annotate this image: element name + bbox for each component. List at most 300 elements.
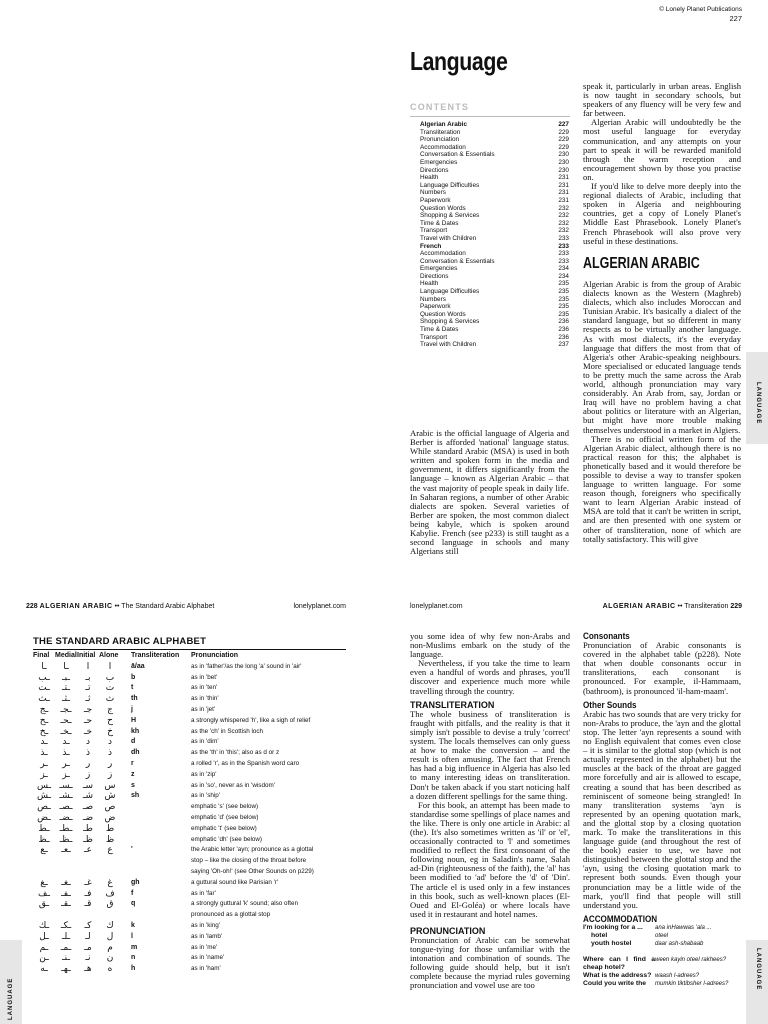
toc-entry[interactable] xyxy=(420,227,569,235)
toc-entry-page: 230 xyxy=(558,166,569,174)
alphabet-row xyxy=(33,781,321,792)
alphabet-row xyxy=(33,889,321,900)
letter-alone: ز xyxy=(107,769,113,780)
phrase-row xyxy=(583,956,741,972)
toc-entry-label: Conversation & Essentials xyxy=(420,257,495,265)
letter-initial: جـ xyxy=(83,704,93,715)
letter-medial: ـفـ xyxy=(61,888,71,899)
letter-medial: ـظـ xyxy=(59,834,73,845)
letter-initial: لـ xyxy=(85,931,91,942)
letter-final: ـم xyxy=(39,942,49,953)
toc-entry-label: Transliteration xyxy=(420,128,461,136)
pronunciation: a strongly guttural 'k' sound; also often pronounced as a glottal stop xyxy=(191,900,299,919)
letter-medial: ـقـ xyxy=(61,899,71,910)
body-paragraph: For this book, an attempt has been made to standardise some spellings of place names and the like. There is only one article in Arabic: al (the). It's also sometimes written as 'il' or 'el', occasionally contracted to 'l' and sometimes modified to reflect the first consonant of the following noun, eg in Saladin's name, Salah ad-Din (righteousness of the faith), the 'al' has been modified to 'ad' before the 'd' of 'Din'. The article el is used only in a few instances in this book, such as well-known places (El-Oued and El-Goléa) or where locals have used it in restaurant and hotel names. xyxy=(410,799,570,919)
letter-alone: ك xyxy=(106,920,114,931)
toc-entry-page: 236 xyxy=(558,333,569,341)
toc-entry-label: Accommodation xyxy=(420,143,466,151)
right-page-number: 229 xyxy=(730,603,742,610)
transliteration: j xyxy=(131,705,133,713)
letter-initial: كـ xyxy=(84,920,92,931)
alphabet-table xyxy=(33,651,321,975)
right-url: lonelyplanet.com xyxy=(410,603,463,610)
letter-medial: ـمـ xyxy=(60,942,72,953)
toc-entry[interactable] xyxy=(420,318,569,326)
pronunciation: as in 'lamb' xyxy=(191,932,223,940)
toc-entry-label: Question Words xyxy=(420,204,466,212)
toc-entry[interactable] xyxy=(420,243,569,251)
letter-final: ـج xyxy=(39,704,49,715)
toc-entry[interactable] xyxy=(420,151,569,159)
transliteration: q xyxy=(131,900,136,908)
phrase-row xyxy=(583,980,741,988)
toc-entry[interactable] xyxy=(420,167,569,175)
toc-entry-label: Emergencies xyxy=(420,158,458,166)
pronunciation: emphatic 's' (see below) xyxy=(191,803,259,811)
letter-final: ـد xyxy=(40,737,48,748)
toc-entry-label: Language Difficulties xyxy=(420,181,480,189)
alphabet-row xyxy=(33,932,321,943)
alphabet-title: THE STANDARD ARABIC ALPHABET xyxy=(33,636,207,647)
letter-medial: ـضـ xyxy=(59,812,73,823)
letter-alone: ذ xyxy=(107,748,112,759)
toc-entry-page: 230 xyxy=(558,151,569,159)
letter-alone: ل xyxy=(106,931,114,942)
col-final: Final xyxy=(33,652,50,659)
right-column-intro xyxy=(583,82,741,246)
accommodation-phrases xyxy=(583,924,741,988)
pronunciation: emphatic 'd' (see below) xyxy=(191,813,259,821)
phrase-english: Could you write the xyxy=(583,979,647,987)
transliteration: H xyxy=(131,716,137,724)
pronunciation: as in 'father'/as the long 'a' sound in 'air' xyxy=(191,662,302,670)
letter-initial: عـ xyxy=(83,845,92,856)
toc-entry[interactable] xyxy=(420,174,569,182)
pronunciation: as in 'thin' xyxy=(191,695,219,703)
alphabet-row xyxy=(33,878,321,889)
col-transliteration: Transliteration xyxy=(131,652,180,659)
letter-medial: ـهـ xyxy=(61,964,71,975)
toc-entry[interactable] xyxy=(420,144,569,152)
letter-final: ـض xyxy=(37,812,51,823)
letter-final: ـذ xyxy=(40,748,48,759)
letter-alone: ط xyxy=(105,823,115,834)
accommodation-heading: ACCOMMODATION xyxy=(583,913,658,924)
toc-entry-label: Pronunciation xyxy=(420,136,460,144)
letter-medial: ـد xyxy=(62,737,70,748)
intro-text: Arabic is the official language of Algeria and Berber is afforded 'national' language status. While standard Arabic (MSA) is used in both written and spoken form in the media and government, it differs significantly from the language – known as Algerian Arabic – that the vast majority of people speak in daily life. In Saharan regions, a number of other Arabic dialects are spoken. Several varieties of Berber are spoken, the most common dialect being kabyle, which is spoken around Kabylie. French (see p233) is still taught as a second language in schools and many Algerians still xyxy=(410,428,569,557)
toc-entry[interactable] xyxy=(420,288,569,296)
col-pronunciation: Pronunciation xyxy=(191,652,239,659)
toc-entry-page: 235 xyxy=(558,303,569,311)
alphabet-row xyxy=(33,716,321,727)
contents-heading: CONTENTS xyxy=(410,102,470,112)
alphabet-row xyxy=(33,835,321,846)
letter-medial: ـثـ xyxy=(62,694,70,705)
letter-initial: ضـ xyxy=(82,812,94,823)
letter-final: ـه xyxy=(40,964,48,975)
letter-medial: ـز xyxy=(62,769,70,780)
body-paragraph: Algerian Arabic is from the group of Arabic dialects known as the Western (Maghreb) dialects, which also includes Moroccan and Tunisian Arabic. It's basically a dialect of the standard language, but so different in many respects as to be virtually another language. As with most dialects, it's the everyday language that differs the most from that of Algeria's other Arabic-speaking neighbours. More specialised or educated language tends to be pretty much the same across the Arab world, although pronunciation may vary considerably. An Arab from, say, Jordan or Iraq will have no problem having a chat about politics or literature with an Algerian, but might have more trouble making themselves understood in a market in Algiers. xyxy=(583,279,741,435)
letter-alone: غ xyxy=(107,877,113,888)
letter-medial: ـكـ xyxy=(60,920,72,931)
intro-paragraph xyxy=(410,429,569,556)
pronunciation: as in 'far' xyxy=(191,889,216,897)
toc-entry-label: Language Difficulties xyxy=(420,288,480,296)
toc-entry-label: Time & Dates xyxy=(420,326,459,334)
phrase-row xyxy=(583,932,741,940)
toc-entry-label: Question Words xyxy=(420,310,466,318)
pronunciation: as in 'me' xyxy=(191,943,218,951)
pronunciation: as in 'ham' xyxy=(191,965,221,973)
pronunciation: as in 'king' xyxy=(191,921,221,929)
phrase-arabic: waash l-adrees? xyxy=(655,972,700,979)
letter-initial: فـ xyxy=(84,888,92,899)
pronunciation: as in 'zip' xyxy=(191,770,217,778)
body-paragraph: you some idea of why few non-Arabs and non-Muslims embark on the study of the language. xyxy=(410,631,570,660)
toc-entry-page: 229 xyxy=(558,143,569,151)
letter-alone: ت xyxy=(105,683,115,694)
right-section-title: Transliteration xyxy=(684,603,729,610)
toc-entry[interactable] xyxy=(420,296,569,304)
transliteration: sh xyxy=(131,792,140,800)
transliteration: d xyxy=(131,738,136,746)
letter-medial: ـشـ xyxy=(59,791,73,802)
left-page-number: 228 xyxy=(26,603,38,610)
toc-entry[interactable] xyxy=(420,129,569,137)
pronunciation: as in 'bet' xyxy=(191,673,218,681)
letter-medial: ـا xyxy=(63,661,69,672)
pronunciation: as in 'ten' xyxy=(191,684,218,692)
letter-initial: طـ xyxy=(83,823,93,834)
letter-medial: ـتـ xyxy=(62,683,70,694)
pronunciation: as the 'th' in 'this'; also as d or z xyxy=(191,749,280,757)
letter-final: ـل xyxy=(39,931,49,942)
alphabet-row xyxy=(33,705,321,716)
toc-entry-page: 236 xyxy=(558,326,569,334)
letter-final: ـث xyxy=(38,694,50,705)
pronunciation: as in 'dim' xyxy=(191,738,219,746)
col-medial: Medial xyxy=(55,652,77,659)
chapter-title-block xyxy=(410,46,529,77)
col-initial: Initial xyxy=(77,652,96,659)
letter-initial: هـ xyxy=(84,964,92,975)
toc-entry-page: 236 xyxy=(558,318,569,326)
letter-final: ـا xyxy=(41,661,47,672)
letter-initial: سـ xyxy=(82,780,94,791)
toc-entry-label: Algerian Arabic xyxy=(420,121,467,128)
toc-entry[interactable] xyxy=(420,220,569,228)
alphabet-row xyxy=(33,791,321,802)
letter-final: ـز xyxy=(40,769,48,780)
letter-medial: ـسـ xyxy=(59,780,73,791)
page-header xyxy=(659,5,742,23)
toc-entry-page: 233 xyxy=(558,242,569,250)
pronunciation: as in 'name' xyxy=(191,954,225,962)
transliteration: f xyxy=(131,889,134,897)
side-tab-left xyxy=(0,940,22,1024)
alphabet-row xyxy=(33,748,321,759)
letter-alone: ه xyxy=(107,964,113,975)
letter-initial: ذ xyxy=(85,748,90,759)
alphabet-row xyxy=(33,899,321,921)
transliteration: gh xyxy=(131,878,140,886)
phrase-arabic: ween kayin oteel rakhees? xyxy=(655,956,727,963)
letter-final: ـر xyxy=(40,758,48,769)
letter-alone: ا xyxy=(108,661,112,672)
phrase-row xyxy=(583,948,741,956)
letter-medial: ـجـ xyxy=(60,704,72,715)
letter-initial: بـ xyxy=(85,672,91,683)
toc-entry-label: French xyxy=(420,242,442,250)
phrase-arabic: ana inHawwas 'ala ... xyxy=(655,924,712,931)
letter-initial: ز xyxy=(85,769,91,780)
toc-entry-page: 231 xyxy=(558,189,569,197)
letter-alone: ص xyxy=(104,802,116,813)
letter-alone: ض xyxy=(104,812,116,823)
pronunciation: a strongly whispered 'h', like a sigh of relief xyxy=(191,716,311,724)
letter-final: ـظ xyxy=(38,834,50,845)
transliteration: r xyxy=(131,759,134,767)
letter-alone: ح xyxy=(107,715,113,726)
letter-initial: شـ xyxy=(82,791,94,802)
letter-alone: ش xyxy=(104,791,116,802)
toc-entry-page: 232 xyxy=(558,219,569,227)
toc-entry[interactable] xyxy=(420,303,569,311)
letter-alone: ر xyxy=(107,758,113,769)
letter-alone: د xyxy=(107,737,112,748)
toc-entry[interactable] xyxy=(420,197,569,205)
toc-entry[interactable] xyxy=(420,341,569,349)
alphabet-row xyxy=(33,802,321,813)
phrase-arabic: oteel xyxy=(655,932,669,939)
alphabet-header-row xyxy=(33,651,321,662)
letter-initial: ا xyxy=(86,661,90,672)
right-column xyxy=(583,632,741,988)
alphabet-row xyxy=(33,727,321,738)
left-section-title: The Standard Arabic Alphabet xyxy=(121,603,215,610)
pronunciation: emphatic 'dh' (see below) xyxy=(191,835,263,843)
transliteration: th xyxy=(131,695,138,703)
transliteration: h xyxy=(131,965,136,973)
alphabet-row xyxy=(33,845,321,877)
toc-entry-page: 227 xyxy=(558,121,569,128)
toc-entry[interactable] xyxy=(420,311,569,319)
letter-initial: حـ xyxy=(83,715,93,726)
body-paragraph: There is no official written form of the Algerian Arabic dialect, although there is no practical reason for this; the alphabet is phonetically based and it would therefore be possible to devise a way to transfer spoken language to written language. For some reason though, foreigners who specifically want to learn Algerian Arabic instead of MSA are told that it can't be written in script, and are then presented with one system or other of transliteration, none of which are totally satisfactory. This will give xyxy=(583,433,741,544)
letter-initial: د xyxy=(85,737,90,748)
phrase-english xyxy=(583,948,655,956)
letter-medial: ـبـ xyxy=(62,672,70,683)
toc-entry[interactable] xyxy=(420,121,569,129)
pronunciation: emphatic 't' (see below) xyxy=(191,824,257,832)
toc-entry[interactable] xyxy=(420,189,569,197)
letter-initial: مـ xyxy=(84,942,92,953)
toc-entry[interactable] xyxy=(420,273,569,281)
middle-column xyxy=(410,632,570,991)
transliteration: n xyxy=(131,954,136,962)
toc-entry-page: 235 xyxy=(558,295,569,303)
alphabet-row xyxy=(33,694,321,705)
letter-alone: ج xyxy=(107,704,113,715)
consonants-text: Pronunciation of Arabic consonants is covered in the alphabet table (p228). Note that when double consonants occur in transliterations, each consonant is pronounced. For example, il-Hammaam, (bathroom), is pronounced 'il-ham-maam'. xyxy=(583,640,741,696)
letter-alone: ن xyxy=(106,953,114,964)
letter-final: ـت xyxy=(38,683,50,694)
toc-entry-label: Time & Dates xyxy=(420,219,459,227)
letter-initial: نـ xyxy=(85,953,91,964)
body-paragraph: Algerian Arabic will undoubtedly be the most useful language for everyday communication, and any attempts on your part to speak it will be rewarded manifold through the warm reception and encouragement shown by those you practise on. xyxy=(583,117,741,182)
body-paragraph: If you'd like to delve more deeply into the regional dialects of Arabic, including that spoken in Algeria and neighbouring countries, get a copy of Lonely Planet's Middle East Phrasebook. Lonely Planet's French Phrasebook will also prove very useful in these destinations. xyxy=(583,181,741,246)
transliteration xyxy=(121,802,191,813)
toc-entry-label: Conversation & Essentials xyxy=(420,151,495,159)
letter-initial: ظـ xyxy=(83,834,93,845)
letter-alone: ف xyxy=(105,888,115,899)
letter-initial: تـ xyxy=(85,683,91,694)
toc-entry-label: Paperwork xyxy=(420,196,451,204)
toc-entry-label: Accommodation xyxy=(420,250,466,258)
letter-initial: صـ xyxy=(82,802,94,813)
transliteration-heading: TRANSLITERATION xyxy=(410,699,495,710)
alphabet-box xyxy=(33,636,346,975)
side-tab-top xyxy=(746,352,768,444)
pronunciation: as in 'so', never as in 'wisdom' xyxy=(191,781,275,789)
page-title: Language xyxy=(410,46,508,76)
transliteration: s xyxy=(131,781,135,789)
alphabet-row xyxy=(33,770,321,781)
letter-medial: ـحـ xyxy=(60,715,72,726)
transliteration: ' xyxy=(131,846,133,854)
phrase-english: What is the address? xyxy=(583,971,652,979)
letter-final: ـط xyxy=(38,823,50,834)
toc-entry[interactable] xyxy=(420,250,569,258)
table-of-contents xyxy=(420,121,569,349)
transliteration: b xyxy=(131,673,136,681)
toc-entry-page: 229 xyxy=(558,136,569,144)
phrase-english: Where can I find a cheap hotel? xyxy=(583,955,655,971)
alphabet-row xyxy=(33,953,321,964)
pronunciation-text: Pronunciation of Arabic can be somewhat tongue-tying for those unfamiliar with the intonation and combination of sounds. The following guide should help, but it isn't complete because the myriad rules governing pronunciation and vowel use are too xyxy=(410,935,570,991)
letter-medial: ـذ xyxy=(62,748,70,759)
toc-entry[interactable] xyxy=(420,265,569,273)
left-section-name: ALGERIAN ARABIC xyxy=(39,603,113,610)
toc-entry-page: 234 xyxy=(558,272,569,280)
transliteration: l xyxy=(131,932,133,940)
toc-entry[interactable] xyxy=(420,258,569,266)
letter-medial: ـخـ xyxy=(60,726,72,737)
letter-final: ـغ xyxy=(40,877,48,888)
letter-initial: ر xyxy=(85,758,91,769)
letter-alone: ع xyxy=(107,845,113,856)
toc-entry-label: Directions xyxy=(420,272,449,280)
consonants-heading: Consonants xyxy=(583,631,630,641)
toc-entry-label: Shopping & Services xyxy=(420,318,480,326)
toc-entry-page: 233 xyxy=(558,250,569,258)
toc-entry[interactable] xyxy=(420,182,569,190)
letter-final: ـع xyxy=(40,845,48,856)
phrase-english: hotel xyxy=(591,931,608,939)
transliteration: dh xyxy=(131,749,140,757)
alphabet-row xyxy=(33,759,321,770)
other-sounds-heading: Other Sounds xyxy=(583,699,637,710)
pronunciation: a rolled 'r', as in the Spanish word caro xyxy=(191,759,300,767)
side-tab-left-label: LANGUAGE xyxy=(8,977,14,1020)
letter-alone: م xyxy=(107,942,113,953)
letter-alone: ب xyxy=(105,672,115,683)
toc-entry-page: 232 xyxy=(558,212,569,220)
toc-entry-label: Directions xyxy=(420,166,449,174)
other-sounds-text: Arabic has two sounds that are very tricky for non-Arabs to produce, the 'ayn and the glottal stop. The letter 'ayn represents a sound with no English equivalent that comes even close – it is similar to the glottal stop (which is not actually represented in the alphabet) but the muscles at the back of the throat are gagged more forcefully and air is allowed to escape, creating a sound that has been described as reminiscent of someone being strangled! In many transliteration systems 'ayn is represented by an opening quotation mark, and the glottal stop by a closing quotation mark. To make the transliterations in this language guide (and throughout the rest of the book) easier to use, we have not distinguished between the glottal stop and the 'ayn, using the closing quotation mark to represent both sounds. Even though your pronunciation may be a little wide of the mark, you'll find that people will still understand you. xyxy=(583,708,741,910)
letter-alone: ث xyxy=(105,694,115,705)
toc-entry[interactable] xyxy=(420,334,569,342)
toc-entry[interactable] xyxy=(420,136,569,144)
letter-alone: ق xyxy=(106,899,114,910)
letter-alone: ظ xyxy=(105,834,115,845)
side-tab-label: LANGUAGE xyxy=(755,382,761,425)
phrase-arabic: daar ash-shabaab xyxy=(655,940,704,947)
pronunciation: the Arabic letter 'ayn; pronounce as a glottal stop – like the closing of the throat before saying 'Oh-oh!' (see Other Sounds on p229) xyxy=(191,846,314,875)
phrase-row xyxy=(583,940,741,948)
phrase-row xyxy=(583,924,741,932)
alphabet-row xyxy=(33,921,321,932)
pronunciation: a guttural sound like Parisian 'r' xyxy=(191,878,279,886)
spread-left-header xyxy=(26,603,346,610)
toc-entry[interactable] xyxy=(420,205,569,213)
toc-entry-page: 233 xyxy=(558,234,569,242)
pronunciation: as the 'ch' in Scottish loch xyxy=(191,727,264,735)
transliteration: k xyxy=(131,921,135,929)
toc-entry-page: 234 xyxy=(558,265,569,273)
toc-entry[interactable] xyxy=(420,280,569,288)
letter-final: ـش xyxy=(36,791,52,802)
col-alone: Alone xyxy=(99,652,119,659)
letter-final: ـق xyxy=(38,899,50,910)
toc-entry[interactable] xyxy=(420,159,569,167)
alphabet-row xyxy=(33,943,321,954)
toc-entry-label: Emergencies xyxy=(420,265,458,273)
letter-medial: ـصـ xyxy=(59,802,73,813)
toc-entry-page: 229 xyxy=(558,128,569,136)
right-bullet: •• xyxy=(677,603,683,610)
left-bullet: •• xyxy=(114,603,120,610)
toc-entry-page: 232 xyxy=(558,204,569,212)
letter-initial: غـ xyxy=(84,877,92,888)
contents-rule xyxy=(410,116,570,117)
letter-alone: خ xyxy=(107,726,113,737)
letter-final: ـف xyxy=(38,888,50,899)
letter-initial: قـ xyxy=(84,899,92,910)
pronunciation: as in 'ship' xyxy=(191,792,221,800)
toc-entry[interactable] xyxy=(420,326,569,334)
right-section-name: ALGERIAN ARABIC xyxy=(602,603,676,610)
page-number: 227 xyxy=(729,14,742,23)
toc-entry-page: 231 xyxy=(558,196,569,204)
alphabet-row xyxy=(33,824,321,835)
letter-final: ـن xyxy=(39,953,49,964)
toc-entry[interactable] xyxy=(420,235,569,243)
toc-entry-page: 232 xyxy=(558,227,569,235)
alphabet-row xyxy=(33,737,321,748)
alphabet-row xyxy=(33,662,321,673)
toc-entry[interactable] xyxy=(420,212,569,220)
alphabet-row xyxy=(33,964,321,975)
letter-initial: خـ xyxy=(83,726,93,737)
side-tab-right xyxy=(746,940,768,1024)
toc-entry-page: 233 xyxy=(558,257,569,265)
toc-entry-page: 230 xyxy=(558,158,569,166)
transliteration: z xyxy=(131,770,135,778)
toc-entry-label: Health xyxy=(420,280,439,288)
letter-medial: ـر xyxy=(62,758,70,769)
